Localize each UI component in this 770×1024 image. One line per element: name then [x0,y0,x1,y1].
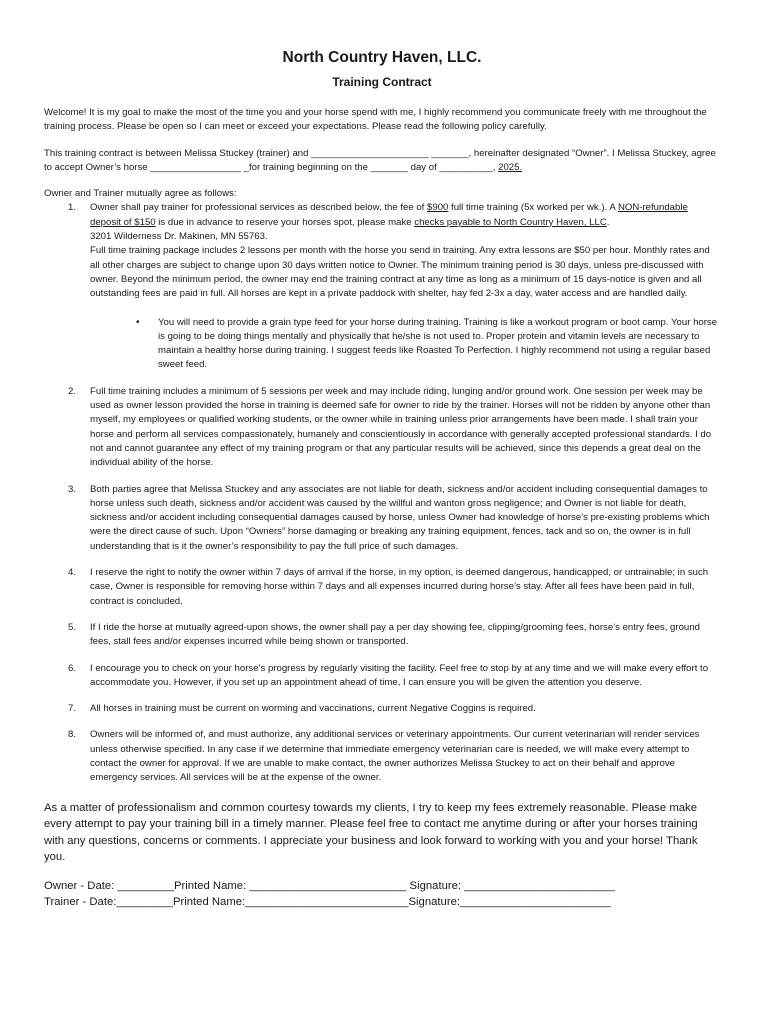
term-number: 2. [68,385,77,397]
terms-list [44,201,720,785]
term-5-text: If I ride the horse at mutually agreed-upon shows, the owner shall pay a per day showing fee, clipping/grooming fees, horse’s entry fees, ground fees, stall fees and/or expenses incurred while being shown or transported. [90,621,700,648]
contract-parties-paragraph [44,147,720,176]
term-8 [44,728,720,785]
term-1-text-c: is due in advance to reserve your horses spot, please make [155,216,415,228]
term-2-text: Full time training includes a minimum of 5 sessions per week and may include riding, lunging and/or ground work. One session per week may be used as owner lesson provided the horse in training is deemed safe for owner to ride by the trainer. Horses will not be ridden by anyone other than myself, my employees or qualified working students, or the owner while in training unless prior arrangements have been made. I shall train your horse and perform all services compassionately, humanely and conscientiously in accordance with generally accepted professional standards. I do not and cannot guarantee any effect of my training program or that any particular results will be achieved, since this depends a great deal on the individual ability of the horse. [90,385,712,469]
closing-paragraph: As a matter of professionalism and common courtesy towards my clients, I try to keep my fees extremely reasonable. Please make every attempt to pay your training bill in a timely manner. Please feel free to contact me anytime during or after your horses training with any questions, concerns or comments. I appreciate your business and look forward to working with you and your horse! Thank you. [44,801,698,864]
term-1-text-d: . [606,216,610,228]
term-2 [44,385,720,471]
term-number: 7. [68,703,77,715]
agreement-intro: Owner and Trainer mutually agree as follows: [44,188,237,200]
payable-to: checks payable to North Country Haven, LLC [414,216,607,228]
term-1-text-b: full time training (5x worked per wk.). A [448,202,618,214]
term-3-text: Both parties agree that Melissa Stuckey and any associates are not liable for death, sickness and/or accident including consequential damages to horse unless such death, sickness and/or accident was caused by the willful and wanton gross negligence; and Owner is not liable for death, sickness and/or accident including consequential damages caused by horse, unless Owner had knowledge of horse’s pre-existing problems which were the direct cause of such. Upon “Owners” horse damaging or breaking any training equipment, fences, tack and so on, the owner is in full understanding that is it the owner’s responsibility to pay the full price of such damages. [90,483,710,552]
training-package-text: Full time training package includes 2 lessons per month with the horse you send in training. Any extra lessons are $50 per hour. Monthly rates and all other charges are subject to change upon 30 days written notice to Owner. The minimum training period is 30 days, unless pre-discussed with owner. Beyond the minimum period, the owner may end the training contract at any time as long as a minimum of 15 days-notice is given and all outstanding fees are paid in full. All horses are kept in a private paddock with shelter, hay fed 2-3x a day, water access and are handled daily. [90,245,710,300]
term-number: 4. [68,567,77,579]
feed-bullet [90,316,720,373]
company-title: North Country Haven, LLC. [282,49,482,66]
term-number: 3. [68,483,77,495]
bullet-icon: • [136,316,140,328]
mailing-address: 3201 Wilderness Dr. Makinen, MN 55763. [90,231,268,243]
term-7 [44,702,720,716]
term-5 [44,621,720,650]
term-number: 8. [68,729,77,741]
document-subtitle: Training Contract [332,75,432,89]
term-4-text: I reserve the right to notify the owner within 7 days of arrival if the horse, in my option, is deemed dangerous, handicapped, or untrainable; in such case, Owner is responsible for removing horse within 7 days and all expenses incurred during horse’s stay. After all fees have been paid in full, contract is concluded. [90,567,709,607]
term-number: 5. [68,621,77,633]
term-6-text: I encourage you to check on your horse’s progress by regularly visiting the facility. Feel free to stop by at any time and we will make every effort to accommodate you. However, if you set up an appointment ahead of time, I can ensure you will be given the attention you deserve. [90,662,709,688]
term-4 [44,566,720,609]
term-3 [44,483,720,554]
contract-page [44,48,720,910]
term-1 [44,201,720,372]
deposit-notice: NON-refundable deposit of $150 [90,202,688,228]
term-number: 6. [68,662,77,674]
contract-parties-text: This training contract is between Melissa Stuckey (trainer) and ______________________ _______, hereinafter designated “Owner”. I Melissa Stuckey, agree to accept Owner’s horse _________________ _for training beginning on the _______ day of __________, [44,147,716,173]
term-number: 1. [68,202,77,214]
term-7-text: All horses in training must be current on worming and vaccinations, current Negative Coggins is required. [90,703,536,715]
trainer-signature-line[interactable]: Trainer - Date:_________Printed Name:__________________________Signature:________________________ [44,895,611,908]
welcome-paragraph: Welcome! It is my goal to make the most of the time you and your horse spend with me, I highly recommend you communicate freely with me throughout the training process. Please be open so I can meet or exceed your expectations. Please read the following policy carefully. [44,107,707,133]
term-6 [44,662,720,691]
contract-year: 2025. [498,161,523,173]
term-1-text-a: Owner shall pay trainer for professional services as described below, the fee of [90,202,428,214]
feed-requirement-text: You will need to provide a grain type feed for your horse during training. Training is like a workout program or boot camp. Your horse is going to be doing things mentally and physically that he/she is not used to. Proper protein and vitamin levels are necessary to maintain a healthy horse during training. I suggest feeds like Roasted To Perfection. I highly recommend not using a regular based sweet feed. [158,316,718,371]
training-fee: $900 [427,202,449,214]
owner-signature-line[interactable]: Owner - Date: _________Printed Name: _________________________ Signature: ________________________ [44,879,615,892]
term-8-text: Owners will be informed of, and must authorize, any additional services or veterinary appointments. Our current veterinarian will render services unless otherwise specified. In any case if we determine that immediate emergency veterinarian care is needed, we will make every attempt to contact the owner for approval. If we are unable to make contact, the owner authorizes Melissa Stuckey to act on their behalf and approve emergency services. All services will be at the expense of the owner. [90,729,700,784]
